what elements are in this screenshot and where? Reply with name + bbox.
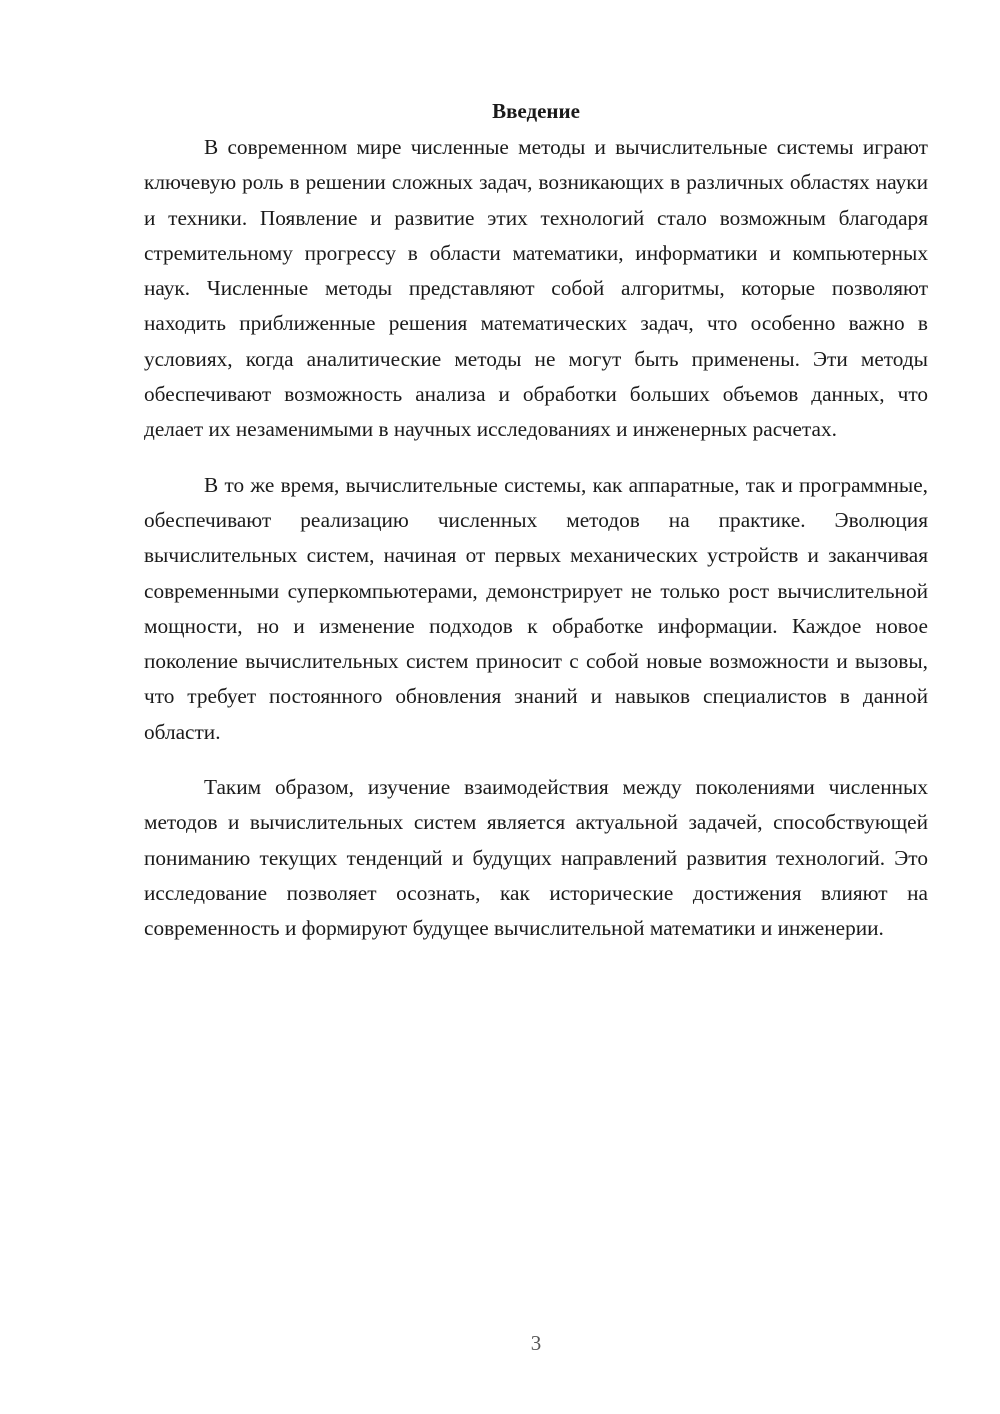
paragraph-3: Таким образом, изучение взаимодействия между поколениями численных методов и вычислительных систем является актуальной задачей, способствующей пониманию текущих тенденций и будущих направлений развития технологий. Это исследование позволяет осознать, как исторические достижения влияют на современность и формируют будущее вычислительной математики и инженерии. (144, 775, 928, 941)
page-content (144, 96, 928, 967)
paragraph-2: В то же время, вычислительные системы, как аппаратные, так и программные, обеспечивают реализацию численных методов на практике. Эволюция вычислительных систем, начиная от первых механических устройств и заканчивая современными суперкомпьютерами, демонстрирует не только рост вычислительной мощности, но и изменение подходов к обработке информации. Каждое новое поколение вычислительных систем приносит с собой новые возможности и вызовы, что требует постоянного обновления знаний и навыков специалистов в данной области. (144, 472, 928, 744)
page-number: 3 (530, 1331, 542, 1355)
section-heading: Введение (492, 99, 580, 123)
paragraph-1: В современном мире численные методы и вычислительные системы играют ключевую роль в решении сложных задач, возникающих в различных областях науки и техники. Появление и развитие этих технологий стало возможным благодаря стремительному прогрессу в области математики, информатики и компьютерных наук. Численные методы представляют собой алгоритмы, которые позволяют находить приближенные решения математических задач, что особенно важно в условиях, когда аналитические методы не могут быть применены. Эти методы обеспечивают возможность анализа и обработки больших объемов данных, что делает их незаменимыми в научных исследованиях и инженерных расчетах. (144, 135, 928, 442)
